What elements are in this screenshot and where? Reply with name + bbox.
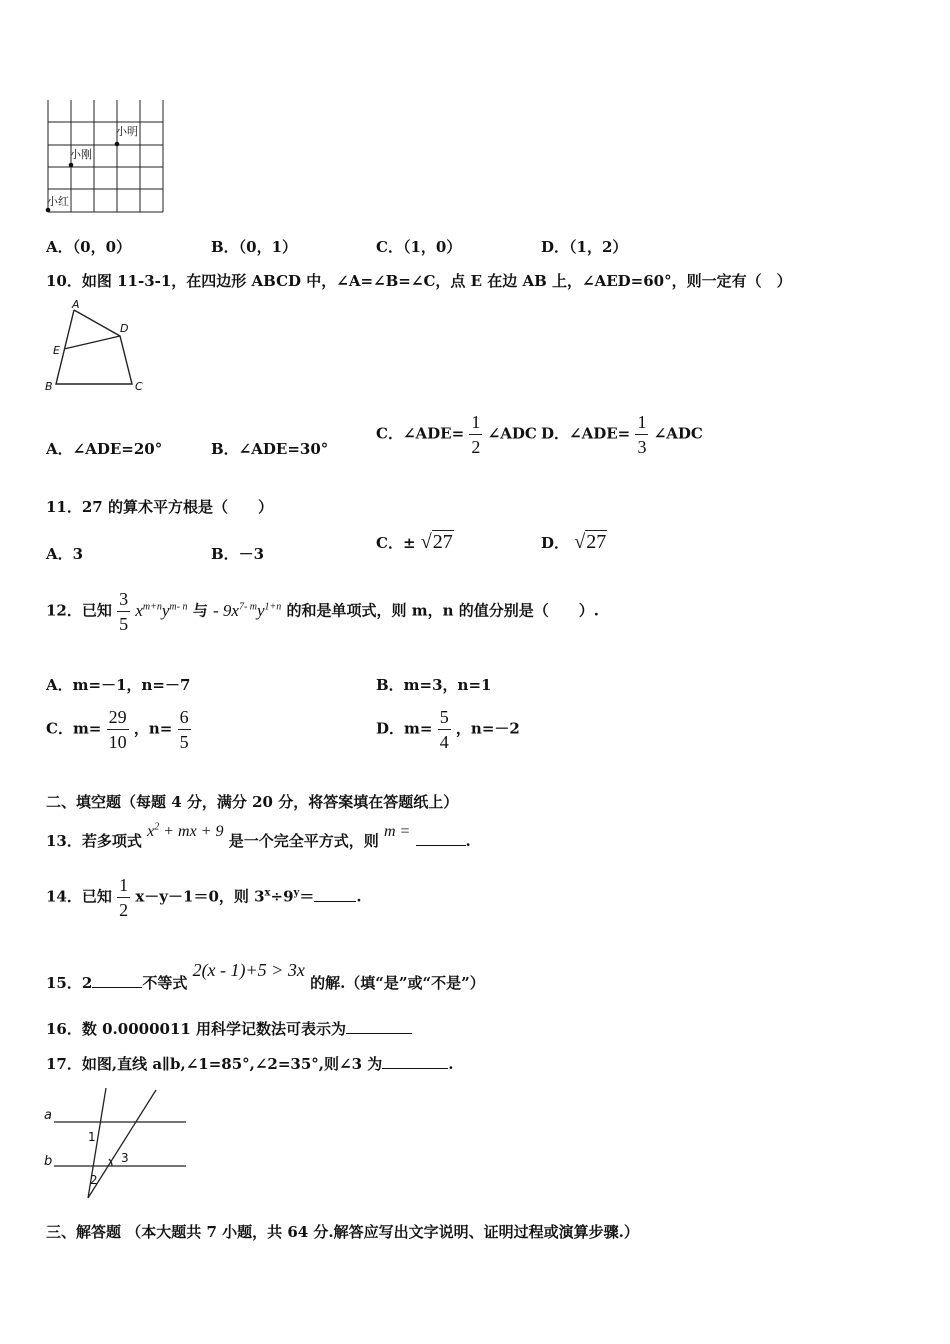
q10-label-e: E	[53, 344, 60, 357]
q12-option-d-post: ，n=－2	[455, 719, 520, 738]
q17-label-a: a	[44, 1108, 52, 1123]
q13-suffix: .	[465, 832, 471, 850]
q9-grid-figure	[40, 98, 170, 216]
q12-option-c-m-fraction: $\frac{29}{10}$	[108, 707, 127, 752]
point-xiaoming	[115, 142, 120, 147]
q11-option-b: B．－3	[211, 545, 265, 563]
point-xiaogang	[69, 163, 74, 168]
q14-fraction: $\frac{1}{2}$	[119, 875, 129, 920]
q17-answer-blank[interactable]	[382, 1054, 448, 1069]
q12-term1: $x^{m+n}y^{m- n}$	[135, 600, 188, 620]
q17-angle-1: 1	[88, 1130, 96, 1144]
q10-option-b: B．∠ADE=30°	[211, 440, 329, 458]
q13-prefix: 13．若多项式	[46, 832, 142, 850]
q14-stem	[46, 876, 362, 919]
q10-label-b: B	[45, 380, 53, 393]
q11-stem: 11．27 的算术平方根是（ ）	[46, 498, 273, 516]
q10-stem: 10．如图 11-3-1，在四边形 ABCD 中，∠A=∠B=∠C，点 E 在边 AB 上，∠AED=60°，则一定有（ ）	[46, 272, 792, 290]
q14-answer-blank[interactable]	[314, 887, 356, 902]
q10-option-d-label: D．∠ADE=	[541, 424, 631, 443]
q11-option-c-sqrt: √27	[420, 531, 453, 553]
label-xiaoming: 小明	[116, 125, 138, 138]
q10-label-d: D	[120, 322, 129, 335]
q15-prefix: 15．2	[46, 974, 93, 992]
q12-mid: 与	[192, 601, 208, 620]
q12-option-c-label: C．m=	[46, 719, 102, 738]
q12-option-c-n-fraction: $\frac{6}{5}$	[179, 707, 189, 752]
q16-text: 16．数 0.0000011 用科学记数法可表示为	[46, 1020, 347, 1038]
q14-suffix: .	[356, 887, 362, 906]
q17-parallel-lines-figure	[40, 1086, 190, 1204]
q16-stem	[46, 1018, 412, 1039]
label-xiaohong: 小红	[47, 195, 69, 208]
q13-polynomial: $x^2$ + mx + 9	[147, 821, 224, 840]
q10-option-c-label: C．∠ADE=	[376, 424, 465, 443]
q12-option-b: B．m=3，n=1	[376, 676, 492, 694]
q12-option-c-mid: ，n=	[133, 719, 173, 738]
label-xiaogang: 小刚	[70, 148, 92, 161]
q15-answer-blank[interactable]	[92, 973, 142, 988]
q12-option-d	[376, 708, 520, 751]
q9-option-b: B．（0，1）	[211, 238, 298, 256]
q10-option-c	[376, 413, 537, 456]
q11-option-c-label: C．±	[376, 534, 416, 552]
q11-option-d-sqrt: √27	[574, 531, 607, 553]
q9-option-d: D．（1，2）	[541, 238, 628, 256]
q15-stem	[46, 960, 485, 992]
q14-exp-y: y	[293, 887, 300, 899]
q9-option-c: C．（1，0）	[376, 238, 462, 256]
q10-quadrilateral-figure	[42, 298, 157, 396]
q12-option-d-label: D．m=	[376, 719, 433, 738]
q15-middle: 不等式	[142, 974, 188, 992]
q13-middle: 是一个完全平方式，则	[228, 832, 379, 850]
q11-option-d-label: D．	[541, 534, 570, 552]
q9-option-a: A．（0，0）	[46, 238, 132, 256]
q14-divide: ÷9	[270, 887, 294, 906]
q13-m-equals: m =	[383, 823, 411, 840]
q10-option-a: A．∠ADE=20°	[46, 440, 163, 458]
q10-option-c-angle: ∠ADC	[487, 424, 537, 443]
q13-stem	[46, 820, 471, 850]
q12-term2: - $9x^{7- m}y^{1+n}$	[212, 600, 282, 620]
q10-option-d	[541, 413, 703, 456]
q14-equation: x－y－1＝0，则 3	[135, 887, 265, 906]
q12-coefficient: $\frac{3}{5}$	[119, 589, 129, 634]
q12-option-a: A．m=－1，n=－7	[46, 676, 191, 694]
q14-exp-x: x	[264, 887, 271, 899]
q11-option-a: A．3	[46, 545, 84, 563]
q10-option-c-fraction: $\frac{1}{2}$	[471, 412, 481, 457]
q14-prefix: 14．已知	[46, 887, 112, 906]
q17-text: 17．如图,直线 a∥b,∠1=85°,∠2=35°,则∠3 为	[46, 1055, 383, 1073]
q11-option-c	[376, 531, 454, 554]
q12-suffix: 的和是单项式，则 m，n 的值分别是（ ）.	[286, 601, 599, 620]
point-xiaohong	[46, 208, 51, 213]
q14-equals: ＝	[299, 887, 315, 906]
q17-angle-2: 2	[90, 1173, 98, 1187]
q12-stem	[46, 590, 599, 633]
q13-answer-blank[interactable]	[416, 831, 466, 846]
q10-option-d-fraction: $\frac{1}{3}$	[637, 412, 647, 457]
q17-stem	[46, 1053, 454, 1074]
q15-inequality: 2(x - 1)+5 > 3x	[192, 960, 305, 980]
q15-suffix: 的解.（填“是”或“不是”）	[310, 974, 485, 992]
q17-angle-3: 3	[121, 1151, 129, 1165]
section-2-title: 二、填空题（每题 4 分，满分 20 分，将答案填在答题纸上）	[46, 793, 459, 811]
q12-option-c	[46, 708, 191, 751]
q12-prefix: 12．已知	[46, 601, 112, 620]
q10-label-a: A	[72, 298, 80, 311]
q12-option-d-fraction: $\frac{5}{4}$	[439, 707, 449, 752]
q11-option-d	[541, 531, 607, 554]
q17-suffix: .	[448, 1055, 454, 1073]
q10-option-d-angle: ∠ADC	[653, 424, 703, 443]
q10-label-c: C	[135, 380, 143, 393]
q17-label-b: b	[44, 1154, 53, 1169]
section-3-title: 三、解答题 （本大题共 7 小题，共 64 分.解答应写出文字说明、证明过程或演算步骤.）	[46, 1223, 639, 1241]
q16-answer-blank[interactable]	[346, 1019, 412, 1034]
